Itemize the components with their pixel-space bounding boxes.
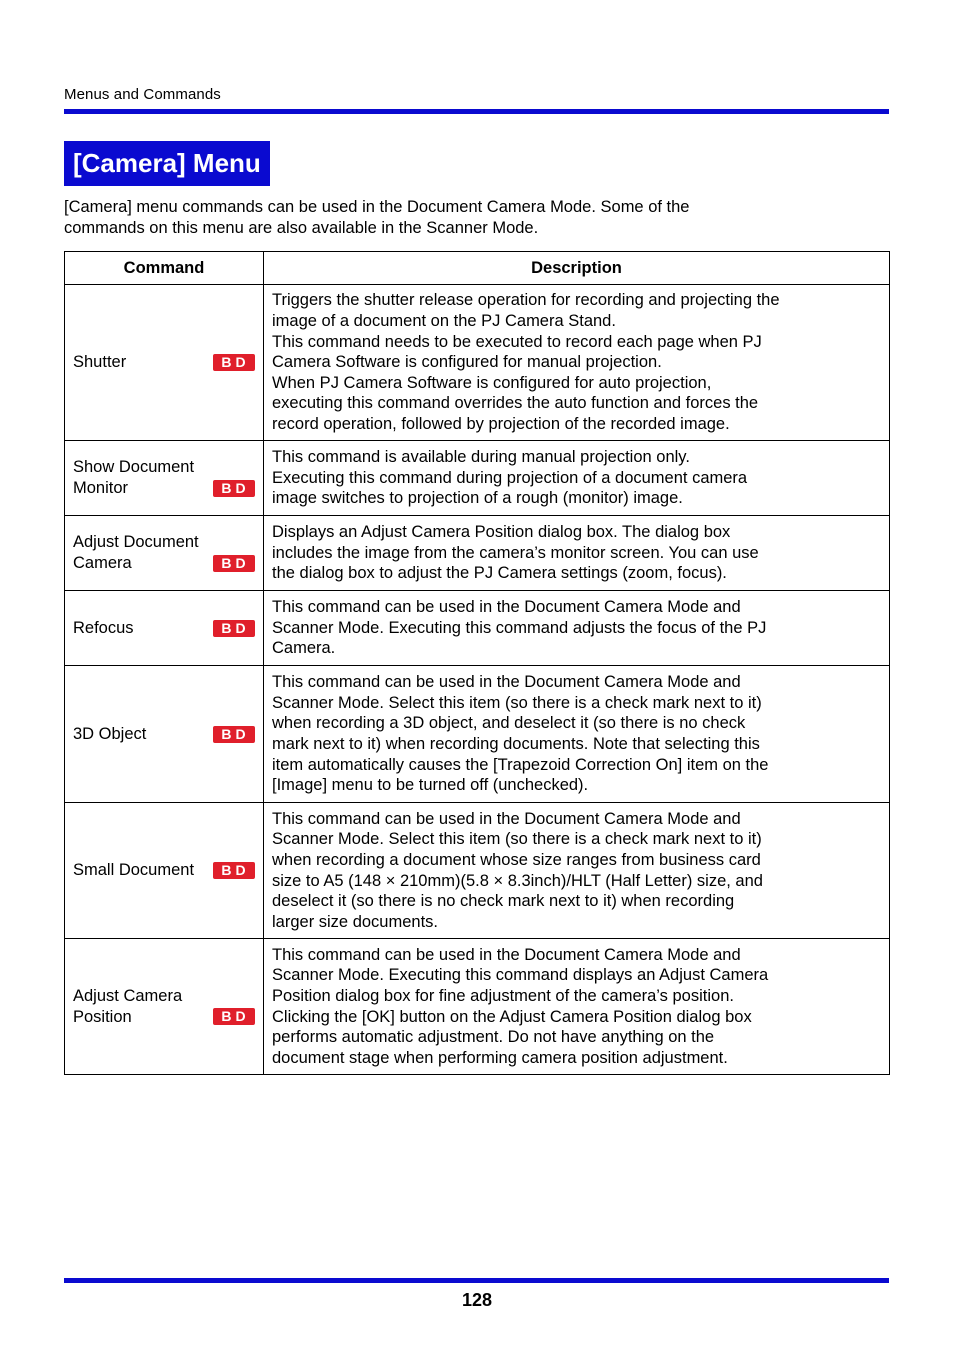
description-line: Triggers the shutter release operation for recording and projecting the (272, 291, 780, 310)
command-name (73, 352, 213, 373)
bd-mode-badge: BD (213, 555, 255, 572)
table-row (65, 591, 890, 666)
command-name-line: Adjust Camera (73, 986, 183, 1005)
description-line: Scanner Mode. Select this item (so there is a check mark next to it) (272, 830, 762, 849)
header-rule (64, 109, 889, 114)
description-line: record operation, followed by projection of the recorded image. (272, 414, 730, 433)
intro-line: [Camera] menu commands can be used in the Document Camera Mode. Some of the (64, 198, 690, 216)
table-header-row (65, 252, 890, 285)
description-line: This command can be used in the Document Camera Mode and (272, 809, 741, 828)
command-name-line: 3D Object (73, 724, 147, 743)
description-line: document stage when performing camera position adjustment. (272, 1048, 728, 1067)
intro-line: commands on this menu are also available in the Scanner Mode. (64, 219, 539, 237)
description-line: Camera. (272, 639, 336, 658)
bd-mode-badge: BD (213, 620, 255, 637)
command-cell (65, 516, 264, 591)
command-column-header: Command (65, 252, 264, 285)
command-cell (65, 441, 264, 516)
command-name-line: Monitor (73, 479, 129, 497)
command-name-line: Position (73, 1007, 132, 1026)
command-name (73, 860, 213, 881)
command-name-line: Refocus (73, 618, 134, 637)
description-cell (264, 285, 890, 441)
description-line: This command can be used in the Document Camera Mode and (272, 673, 741, 692)
description-line: mark next to it) when recording documents. Note that selecting this (272, 735, 760, 753)
description-cell (264, 441, 890, 516)
bd-mode-badge: BD (213, 1008, 255, 1025)
description-cell (264, 803, 890, 939)
command-name-line: Adjust Document (73, 533, 199, 552)
description-line: This command is available during manual projection only. (272, 448, 690, 467)
bd-mode-badge: BD (213, 354, 255, 371)
bd-mode-badge: BD (213, 726, 255, 743)
command-cell (65, 285, 264, 441)
intro-paragraph (64, 197, 804, 239)
command-name (73, 986, 213, 1027)
description-column-header: Description (264, 252, 890, 285)
description-cell (264, 939, 890, 1075)
description-line: the dialog box to adjust the PJ Camera settings (zoom, focus). (272, 564, 727, 583)
command-name-line: Small Document (73, 861, 195, 880)
description-line: This command can be used in the Document Camera Mode and (272, 598, 741, 617)
description-line: Position dialog box for fine adjustment of the camera’s position. (272, 986, 734, 1005)
command-name-line: Shutter (73, 353, 127, 372)
table-row (65, 939, 890, 1075)
table-row (65, 516, 890, 591)
bd-mode-badge: BD (213, 862, 255, 879)
table-row (65, 803, 890, 939)
description-line: size to A5 (148 × 210mm)(5.8 × 8.3inch)/HLT (Half Letter) size, and (272, 871, 763, 890)
command-table (64, 251, 890, 1075)
page-number: 128 (461, 1290, 493, 1310)
table-row (65, 666, 890, 803)
description-line: When PJ Camera Software is configured for auto projection, (272, 373, 712, 392)
description-line: image of a document on the PJ Camera Stand. (272, 312, 616, 331)
description-line: Executing this command during projection of a document camera (272, 468, 748, 487)
description-cell (264, 516, 890, 591)
command-name (73, 532, 213, 573)
description-line: Displays an Adjust Camera Position dialog box. The dialog box (272, 523, 731, 542)
description-line: image switches to projection of a rough (monitor) image. (272, 489, 683, 508)
description-line: Scanner Mode. Executing this command adjusts the focus of the PJ (272, 618, 767, 637)
description-cell (264, 666, 890, 803)
description-line: performs automatic adjustment. Do not have anything on the (272, 1028, 715, 1047)
description-line: Camera Software is configured for manual projection. (272, 353, 662, 372)
description-line: item automatically causes the [Trapezoid Correction On] item on the (272, 755, 769, 774)
description-cell (264, 591, 890, 666)
description-line: when recording a 3D object, and deselect it (so there is no check (272, 714, 746, 733)
table-row (65, 441, 890, 516)
description-line: executing this command overrides the auto function and forces the (272, 394, 759, 413)
command-name (73, 618, 213, 639)
page-title: [Camera] Menu (64, 141, 270, 186)
description-line: deselect it (so there is no check mark next to it) when recording (272, 892, 735, 911)
description-line: [Image] menu to be turned off (unchecked). (272, 776, 589, 795)
description-line: This command needs to be executed to record each page when PJ (272, 332, 762, 351)
table-row (65, 285, 890, 441)
description-line: Scanner Mode. Select this item (so there is a check mark next to it) (272, 693, 762, 712)
command-name (73, 724, 213, 745)
description-line: includes the image from the camera’s monitor screen. You can use (272, 543, 759, 562)
description-line: This command can be used in the Document Camera Mode and (272, 945, 741, 964)
command-cell (65, 666, 264, 803)
description-line: Scanner Mode. Executing this command displays an Adjust Camera (272, 966, 769, 985)
command-cell (65, 591, 264, 666)
command-cell (65, 803, 264, 939)
command-name-line: Camera (73, 554, 132, 572)
command-name (73, 457, 213, 498)
footer-rule (64, 1278, 889, 1283)
command-cell (65, 939, 264, 1075)
description-line: larger size documents. (272, 912, 438, 931)
section-header: Menus and Commands (64, 86, 221, 103)
command-name-line: Show Document (73, 458, 195, 477)
bd-mode-badge: BD (213, 480, 255, 497)
description-line: when recording a document whose size ranges from business card (272, 850, 761, 869)
description-line: Clicking the [OK] button on the Adjust Camera Position dialog box (272, 1007, 752, 1026)
